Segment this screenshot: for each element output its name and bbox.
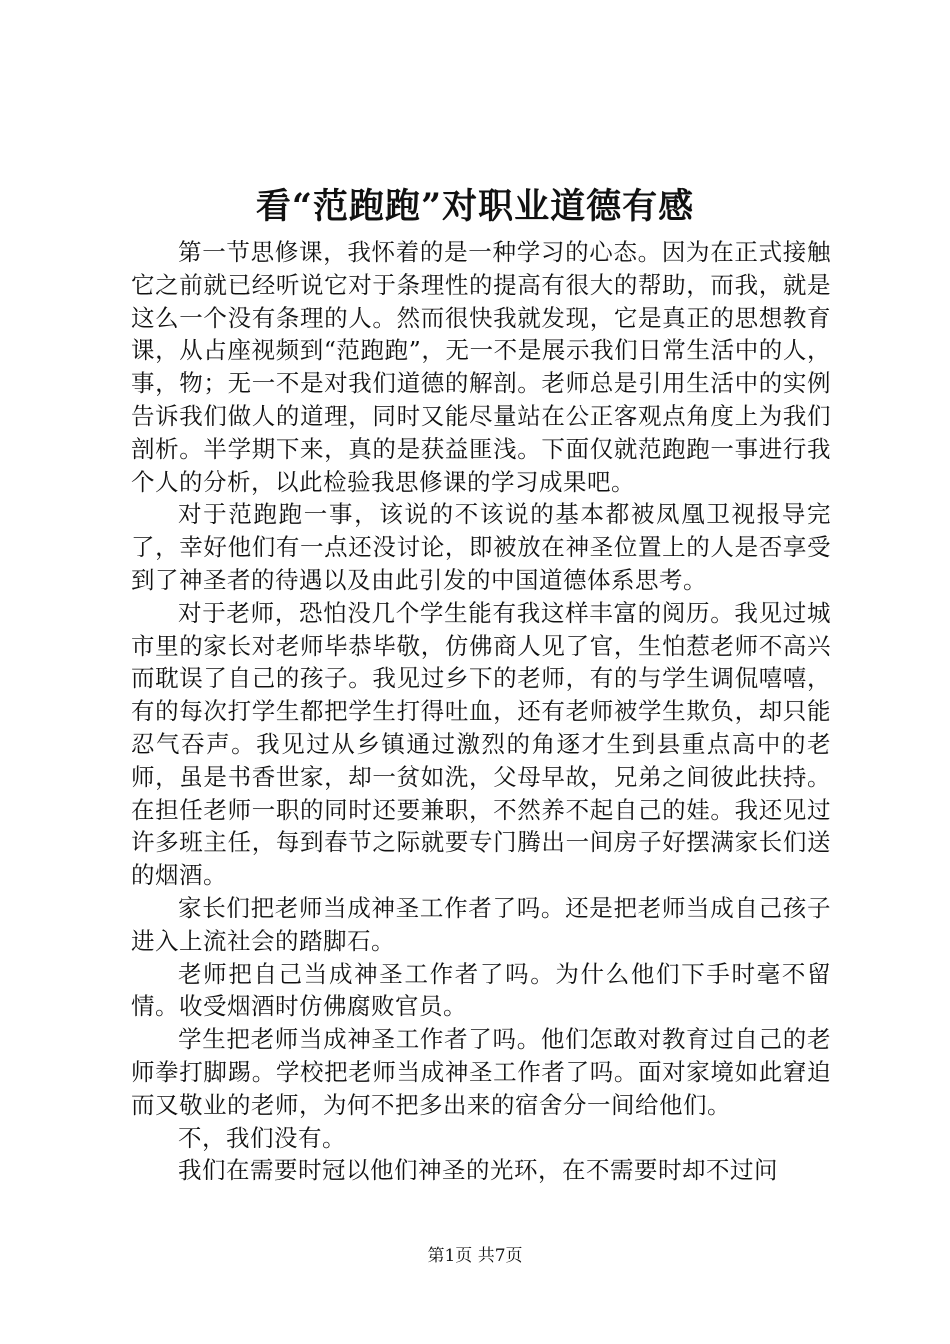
paragraph-6: 学生把老师当成神圣工作者了吗。他们怎敢对教育过自己的老师拳打脚踢。学校把老师当成神圣工作者了吗。面对家境如此窘迫而又敬业的老师，为何不把多出来的宿舍分一间给他们。 (131, 1025, 831, 1119)
paragraph-4: 家长们把老师当成神圣工作者了吗。还是把老师当成自己孩子进入上流社会的踏脚石。 (131, 893, 831, 955)
paragraph-2: 对于范跑跑一事，该说的不该说的基本都被凤凰卫视报导完了，幸好他们有一点还没讨论，即被放在神圣位置上的人是否享受到了神圣者的待遇以及由此引发的中国道德体系思考。 (131, 500, 831, 594)
paragraph-5: 老师把自己当成神圣工作者了吗。为什么他们下手时毫不留情。收受烟酒时仿佛腐败官员。 (131, 959, 831, 1021)
paragraph-1: 第一节思修课，我怀着的是一种学习的心态。因为在正式接触它之前就已经听说它对于条理性的提高有很大的帮助，而我，就是这么一个没有条理的人。然而很快我就发现，它是真正的思想教育课，从占座视频到“范跑跑”，无一不是展示我们日常生活中的人，事，物；无一不是对我们道德的解剖。老师总是引用生活中的实例告诉我们做人的道理，同时又能尽量站在公正客观点角度上为我们剖析。半学期下来，真的是获益匪浅。下面仅就范跑跑一事进行我个人的分析，以此检验我思修课的学习成果吧。 (131, 238, 831, 496)
document-title: 看“范跑跑”对职业道德有感 (255, 186, 695, 227)
paragraph-7: 不，我们没有。 (178, 1123, 346, 1152)
paragraph-8: 我们在需要时冠以他们神圣的光环，在不需要时却不过问 (178, 1156, 778, 1185)
page-footer: 第1页 共7页 (427, 1246, 523, 1266)
paragraph-3: 对于老师，恐怕没几个学生能有我这样丰富的阅历。我见过城市里的家长对老师毕恭毕敬，仿佛商人见了官，生怕惹老师不高兴而耽误了自己的孩子。我见过乡下的老师，有的与学生调侃嘻嘻，有的每次打学生都把学生打得吐血，还有老师被学生欺负，却只能忍气吞声。我见过从乡镇通过激烈的角逐才生到县重点高中的老师，虽是书香世家，却一贫如洗，父母早故，兄弟之间彼此扶持。在担任老师一职的同时还要兼职，不然养不起自己的娃。我还见过许多班主任，每到春节之际就要专门腾出一间房子好摆满家长们送的烟酒。 (131, 598, 831, 890)
document-body (131, 236, 831, 1187)
